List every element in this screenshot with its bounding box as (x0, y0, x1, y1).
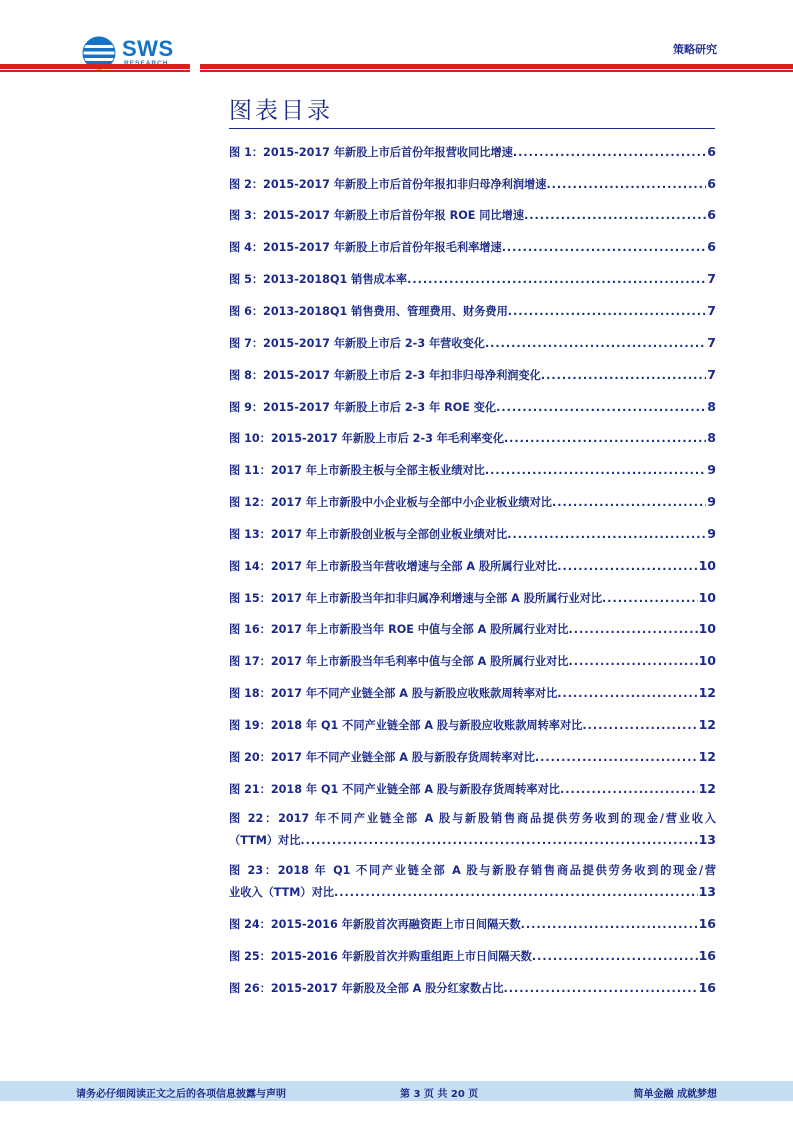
toc-entry-page: 10 (698, 590, 716, 605)
toc-entry-page: 10 (698, 653, 716, 668)
toc-entry-label: 图 20：2017 年不同产业链全部 A 股与新股存货周转率对比 (229, 751, 535, 764)
toc-entry-page: 12 (698, 781, 716, 796)
toc-leader (502, 234, 707, 262)
toc-leader (602, 585, 698, 613)
toc-entry-page: 6 (707, 176, 716, 191)
toc-entry[interactable] (229, 743, 716, 772)
toc-leader (504, 425, 706, 453)
toc-entry[interactable] (229, 233, 716, 262)
footer-disclaimer: 请务必仔细阅读正文之后的各项信息披露与声明 (76, 1089, 286, 1100)
toc-entry[interactable] (229, 297, 716, 326)
toc-entry-label: 图 11：2017 年上市新股主板与全部主板业绩对比 (229, 464, 485, 477)
toc-entry-page: 12 (698, 717, 716, 732)
header-rule-left (0, 64, 190, 69)
toc-entry-page: 12 (698, 749, 716, 764)
toc-entry-label: 图 7：2015-2017 年新股上市后 2-3 年营收变化 (229, 337, 485, 350)
toc-entry-label: 图 15：2017 年上市新股当年扣非归属净利增速与全部 A 股所属行业对比 (229, 592, 603, 605)
toc-leader (557, 553, 697, 581)
toc-leader (508, 298, 707, 326)
toc-leader (334, 882, 698, 903)
toc-leader (504, 975, 698, 1003)
toc-entry[interactable] (229, 647, 716, 676)
toc-entry[interactable] (229, 329, 716, 358)
toc-entry[interactable] (229, 860, 716, 903)
toc-entry-page: 16 (698, 948, 716, 963)
toc-entry[interactable] (229, 910, 716, 939)
toc-entry-label: 图 2：2015-2017 年新股上市后首份年报扣非归母净利润增速 (229, 178, 547, 191)
report-type-label: 策略研究 (673, 43, 717, 56)
toc-entry-line2 (229, 881, 716, 903)
toc-entry-label: 图 26：2015-2017 年新股及全部 A 股分红家数占比 (229, 982, 504, 995)
toc-entry-label: 图 21：2018 年 Q1 不同产业链全部 A 股与新股存货周转率对比 (229, 783, 560, 796)
toc-entry-label: 图 23：2018 年 Q1 不同产业链全部 A 股与新股存销售商品提供劳务收到的现金/营 (229, 864, 716, 877)
toc-leader (485, 330, 706, 358)
toc-entry-page: 10 (698, 621, 716, 636)
toc-entry[interactable] (229, 615, 716, 644)
toc-entry[interactable] (229, 424, 716, 453)
toc-entry[interactable] (229, 974, 716, 1003)
toc-entry-page: 9 (707, 526, 716, 541)
toc-entry[interactable] (229, 393, 716, 422)
logo-wordmark: SWS (122, 36, 174, 61)
toc-entry[interactable] (229, 942, 716, 971)
toc-leader (496, 394, 706, 422)
toc-leader (532, 943, 698, 971)
toc-entry[interactable] (229, 679, 716, 708)
toc-entry-page: 8 (707, 399, 716, 414)
toc-leader (300, 830, 697, 851)
toc-entry-page: 6 (707, 239, 716, 254)
toc-entry-label: 图 1：2015-2017 年新股上市后首份年报营收同比增速 (229, 146, 513, 159)
toc-leader (507, 521, 706, 549)
toc-entry-line2 (229, 829, 716, 851)
toc-entry-label: 图 6：2013-2018Q1 销售费用、管理费用、财务费用 (229, 305, 508, 318)
toc-heading: 图表目录 (229, 98, 333, 124)
toc-entry[interactable] (229, 520, 716, 549)
toc-entry-label: 图 9：2015-2017 年新股上市后 2-3 年 ROE 变化 (229, 401, 497, 414)
toc-entry-page: 13 (698, 832, 716, 847)
toc-leader (582, 712, 697, 740)
toc-entry-label: 图 16：2017 年上市新股当年 ROE 中值与全部 A 股所属行业对比 (229, 623, 569, 636)
toc-leader (568, 616, 697, 644)
toc-leader (513, 139, 706, 167)
toc-entry-page: 12 (698, 685, 716, 700)
toc-entry-label: 图 17：2017 年上市新股当年毛利率中值与全部 A 股所属行业对比 (229, 655, 569, 668)
toc-entry-page: 16 (698, 916, 716, 931)
toc-leader (535, 744, 698, 772)
toc-entry-label: 图 5：2013-2018Q1 销售成本率 (229, 273, 408, 286)
toc-entry-page: 7 (707, 367, 716, 382)
toc-entry-page: 7 (707, 271, 716, 286)
toc-leader (521, 911, 698, 939)
toc-entry[interactable] (229, 808, 716, 851)
toc-entry[interactable] (229, 552, 716, 581)
toc-entry-label-cont: 业收入（TTM）对比 (229, 886, 334, 899)
toc-heading-divider (229, 128, 715, 129)
toc-entry-label: 图 13：2017 年上市新股创业板与全部创业板业绩对比 (229, 528, 508, 541)
header-rule-thin-left (0, 70, 190, 72)
header-rule-right (200, 64, 793, 69)
toc-entry-label: 图 12：2017 年上市新股中小企业板与全部中小企业板业绩对比 (229, 496, 552, 509)
toc-entry-page: 9 (707, 462, 716, 477)
toc-entry-label: 图 14：2017 年上市新股当年营收增速与全部 A 股所属行业对比 (229, 560, 558, 573)
toc-entry[interactable] (229, 170, 716, 199)
toc-entry-page: 13 (698, 884, 716, 899)
toc-entry-label: 图 8：2015-2017 年新股上市后 2-3 年扣非归母净利润变化 (229, 369, 541, 382)
toc-leader (485, 457, 706, 485)
toc-leader (407, 266, 706, 294)
toc-leader (560, 776, 698, 804)
toc-entry-page: 6 (707, 144, 716, 159)
toc-entry-page: 8 (707, 430, 716, 445)
toc-leader (557, 680, 697, 708)
toc-leader (552, 489, 706, 517)
toc-entry-page: 16 (698, 980, 716, 995)
toc-entry-page: 6 (707, 207, 716, 222)
toc-leader (524, 202, 706, 230)
toc-entry-label: 图 22：2017 年不同产业链全部 A 股与新股销售商品提供劳务收到的现金/营业收入 (229, 812, 716, 825)
toc-leader (568, 648, 697, 676)
toc-entry-label: 图 24：2015-2016 年新股首次再融资距上市日间隔天数 (229, 918, 521, 931)
toc-entry-label: 图 18：2017 年不同产业链全部 A 股与新股应收账款周转率对比 (229, 687, 558, 700)
toc-entry-label: 图 4：2015-2017 年新股上市后首份年报毛利率增速 (229, 241, 502, 254)
toc-entry-page: 7 (707, 303, 716, 318)
toc-entry[interactable] (229, 488, 716, 517)
toc-leader (546, 171, 706, 199)
toc-entry-label: 图 25：2015-2016 年新股首次并购重组距上市日间隔天数 (229, 950, 532, 963)
toc-entry-label: 图 19：2018 年 Q1 不同产业链全部 A 股与新股应收账款周转率对比 (229, 719, 583, 732)
toc-entry-page: 10 (698, 558, 716, 573)
footer-slogan: 简单金融 成就梦想 (633, 1089, 717, 1100)
toc-entry[interactable] (229, 201, 716, 230)
toc-entry-page: 9 (707, 494, 716, 509)
toc-leader (541, 362, 706, 390)
toc-entry[interactable] (229, 584, 716, 613)
toc-entry[interactable] (229, 775, 716, 804)
toc-entry[interactable] (229, 456, 716, 485)
footer-page-info: 第 3 页 共 20 页 (400, 1089, 479, 1100)
toc-entry[interactable] (229, 138, 716, 167)
header-rule-thin-right (200, 70, 793, 72)
toc-entry-label: 图 10：2015-2017 年新股上市后 2-3 年毛利率变化 (229, 432, 504, 445)
toc-entry[interactable] (229, 265, 716, 294)
toc-entry-page: 7 (707, 335, 716, 350)
toc-entry-label: 图 3：2015-2017 年新股上市后首份年报 ROE 同比增速 (229, 209, 525, 222)
toc-entry-label-cont: （TTM）对比 (229, 834, 301, 847)
toc-entry[interactable] (229, 711, 716, 740)
toc-entry[interactable] (229, 361, 716, 390)
